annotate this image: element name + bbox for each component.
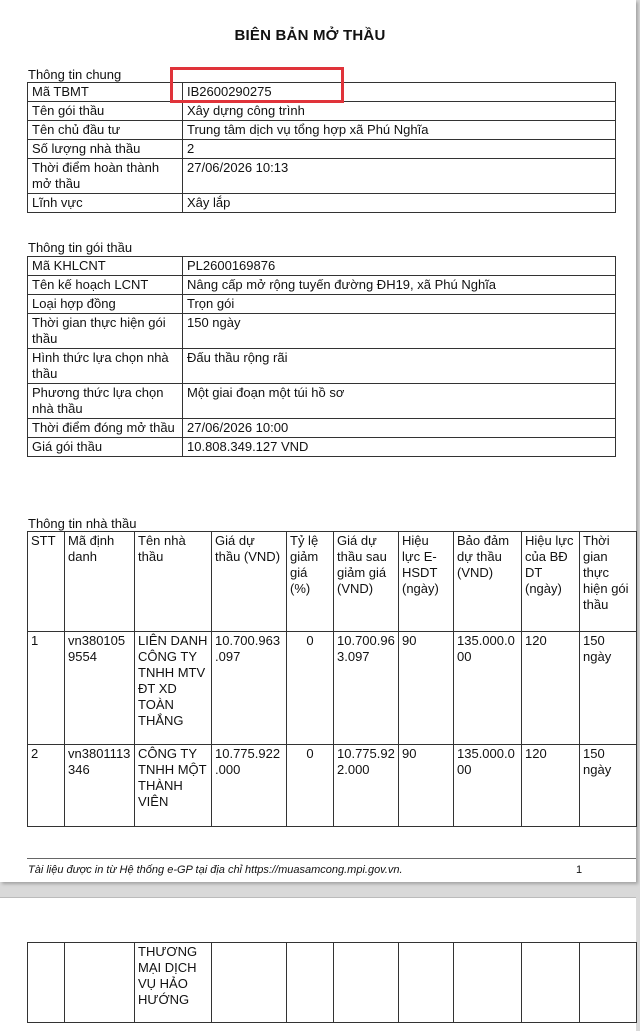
field-label: Thời gian thực hiện gói thầu xyxy=(28,314,183,349)
field-label: Tên kế hoạch LCNT xyxy=(28,276,183,295)
table-cell: 90 xyxy=(399,745,454,827)
table-cell: 90 xyxy=(399,632,454,745)
field-label: Loại hợp đồng xyxy=(28,295,183,314)
table-cell: 120 xyxy=(522,745,580,827)
table-row xyxy=(28,276,616,295)
field-value: 27/06/2026 10:00 xyxy=(183,419,616,438)
field-value: Nâng cấp mở rộng tuyến đường ĐH19, xã Phú Nghĩa xyxy=(183,276,616,295)
table-row xyxy=(28,314,616,349)
field-value: Xây dựng công trình xyxy=(183,102,616,121)
field-value: 27/06/2026 10:13 xyxy=(183,159,616,194)
table-cell: CÔNG TY TNHH MỘT THÀNH VIÊN xyxy=(135,745,212,827)
field-label: Thời điểm đóng mở thầu xyxy=(28,419,183,438)
column-header: STT xyxy=(28,532,65,632)
field-value: Trọn gói xyxy=(183,295,616,314)
table-cell: 2 xyxy=(28,745,65,827)
contractor-table xyxy=(27,531,637,827)
table-row xyxy=(28,384,616,419)
highlight-box xyxy=(170,67,344,103)
field-label: Tên gói thầu xyxy=(28,102,183,121)
table-row xyxy=(28,140,616,159)
field-value: Đấu thầu rộng rãi xyxy=(183,349,616,384)
field-label: Hình thức lựa chọn nhà thầu xyxy=(28,349,183,384)
table-row xyxy=(28,438,616,457)
column-header: Mã định danh xyxy=(65,532,135,632)
table-cell: THƯƠNG MẠI DỊCH VỤ HẢO HƯỚNG xyxy=(135,943,212,1023)
table-row xyxy=(28,419,616,438)
table-row xyxy=(28,632,637,745)
field-label: Phương thức lựa chọn nhà thầu xyxy=(28,384,183,419)
column-header: Tên nhà thầu xyxy=(135,532,212,632)
table-cell: vn3801113346 xyxy=(65,745,135,827)
column-header: Hiệu lực của BĐ DT (ngày) xyxy=(522,532,580,632)
table-cell: 150 ngày xyxy=(580,632,637,745)
table-cell: 10.775.922.000 xyxy=(212,745,287,827)
document-title: BIÊN BẢN MỞ THẦU xyxy=(234,27,386,44)
document-page-2 xyxy=(0,897,636,1031)
general-info-label: Thông tin chung xyxy=(28,67,122,82)
table-row xyxy=(28,943,637,1023)
contractor-info-label: Thông tin nhà thầu xyxy=(28,516,137,531)
table-cell: 10.700.963.097 xyxy=(334,632,399,745)
table-cell: vn3801059554 xyxy=(65,632,135,745)
table-row xyxy=(28,159,616,194)
table-row xyxy=(28,745,637,827)
table-cell xyxy=(212,943,287,1023)
column-header: Hiệu lực E-HSDT (ngày) xyxy=(399,532,454,632)
table-cell: 135.000.000 xyxy=(454,745,522,827)
table-row xyxy=(28,194,616,213)
table-cell xyxy=(399,943,454,1023)
column-header: Thời gian thực hiện gói thầu xyxy=(580,532,637,632)
field-value: Một giai đoạn một túi hồ sơ xyxy=(183,384,616,419)
field-value: 2 xyxy=(183,140,616,159)
column-header: Bảo đảm dự thầu (VND) xyxy=(454,532,522,632)
field-label: Thời điểm hoàn thành mở thầu xyxy=(28,159,183,194)
table-cell: 0 xyxy=(287,745,334,827)
footer-note: Tài liệu được in từ Hệ thống e-GP tại địa chỉ https://muasamcong.mpi.gov.vn. xyxy=(28,864,403,876)
page-number: 1 xyxy=(576,864,583,876)
table-row xyxy=(28,121,616,140)
field-value: 150 ngày xyxy=(183,314,616,349)
table-cell xyxy=(28,943,65,1023)
table-cell: 135.000.000 xyxy=(454,632,522,745)
footer-divider xyxy=(27,858,636,859)
contractor-table-continued xyxy=(27,942,637,1023)
column-header: Tỷ lệ giảm giá (%) xyxy=(287,532,334,632)
table-cell: 120 xyxy=(522,632,580,745)
field-label: Số lượng nhà thầu xyxy=(28,140,183,159)
field-label: Mã TBMT xyxy=(28,83,183,102)
table-row xyxy=(28,102,616,121)
table-cell: 10.700.963.097 xyxy=(212,632,287,745)
field-label: Lĩnh vực xyxy=(28,194,183,213)
field-label: Mã KHLCNT xyxy=(28,257,183,276)
table-row xyxy=(28,349,616,384)
table-header-row xyxy=(28,532,637,632)
table-cell xyxy=(522,943,580,1023)
table-cell xyxy=(287,943,334,1023)
table-cell xyxy=(65,943,135,1023)
table-cell xyxy=(580,943,637,1023)
field-value: Trung tâm dịch vụ tổng hợp xã Phú Nghĩa xyxy=(183,121,616,140)
table-row xyxy=(28,257,616,276)
field-value: PL2600169876 xyxy=(183,257,616,276)
table-cell xyxy=(334,943,399,1023)
table-cell xyxy=(454,943,522,1023)
table-cell: 150 ngày xyxy=(580,745,637,827)
column-header: Giá dự thầu sau giảm giá (VND) xyxy=(334,532,399,632)
table-cell: 10.775.922.000 xyxy=(334,745,399,827)
table-cell: LIÊN DANH CÔNG TY TNHH MTV ĐT XD TOÀN THẮNG xyxy=(135,632,212,745)
field-value: IB2600290275 xyxy=(183,83,616,102)
field-value: 10.808.349.127 VND xyxy=(183,438,616,457)
table-cell: 0 xyxy=(287,632,334,745)
table-cell: 1 xyxy=(28,632,65,745)
column-header: Giá dự thầu (VND) xyxy=(212,532,287,632)
package-info-table xyxy=(27,256,616,457)
field-label: Giá gói thầu xyxy=(28,438,183,457)
table-row xyxy=(28,295,616,314)
package-info-label: Thông tin gói thầu xyxy=(28,240,133,255)
field-label: Tên chủ đầu tư xyxy=(28,121,183,140)
field-value: Xây lắp xyxy=(183,194,616,213)
